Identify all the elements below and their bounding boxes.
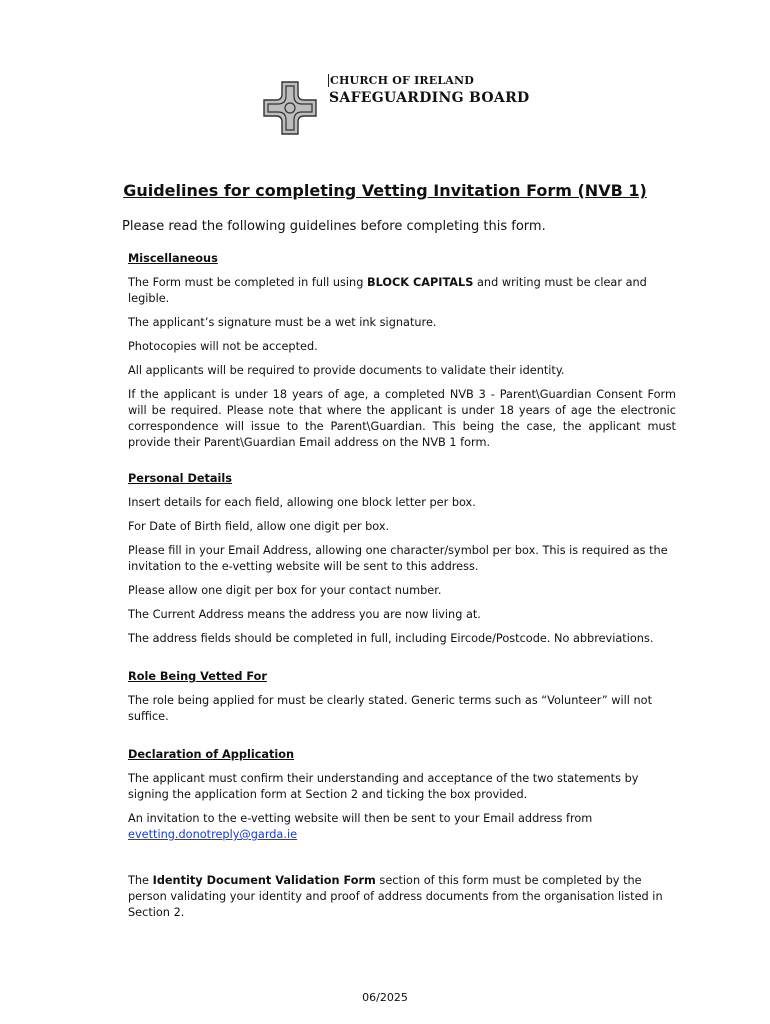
logo-text-church: CHURCH OF IRELAND (330, 74, 475, 87)
personal-current-address: The Current Address means the address you are now living at. (128, 608, 481, 621)
heading-personal-details: Personal Details (128, 472, 232, 485)
heading-miscellaneous: Miscellaneous (128, 252, 218, 265)
footer-date: 06/2025 (362, 991, 408, 1004)
misc-block-capitals (128, 275, 676, 307)
misc-documents: All applicants will be required to provide documents to validate their identity. (128, 364, 565, 377)
identity-before: The (128, 874, 153, 887)
celtic-cross-icon (262, 80, 318, 136)
intro-text: Please read the following guidelines before completing this form. (122, 219, 546, 234)
identity-validation-text (128, 873, 676, 921)
heading-declaration: Declaration of Application (128, 748, 295, 761)
email-link[interactable]: evetting.donotreply@garda.ie (128, 828, 298, 841)
misc-under-18: If the applicant is under 18 years of age, a completed NVB 3 - Parent\Guardian Consent Form will be required. Please note that where the applicant is under 18 years of age the electronic correspondence will issue to the Parent\Guardian. This being the case, the applicant must provide their Parent\Guardian Email address on the NVB 1 form. (128, 388, 676, 449)
role-text: The role being applied for must be clearly stated. Generic terms such as “Volunteer” will not suffice. (128, 694, 653, 723)
personal-dob: For Date of Birth field, allow one digit per box. (128, 520, 390, 533)
misc-photocopies: Photocopies will not be accepted. (128, 340, 318, 353)
page-title: Guidelines for completing Vetting Invitation Form (NVB 1) (123, 181, 647, 200)
declaration-confirm: The applicant must confirm their understanding and acceptance of the two statements by signing the application form at Section 2 and ticking the box provided. (128, 772, 639, 801)
logo-text-board: SAFEGUARDING BOARD (329, 90, 530, 106)
heading-role: Role Being Vetted For (128, 670, 267, 683)
misc-p1-after: and writing must be clear and legible. (128, 276, 647, 305)
declaration-invitation (128, 811, 676, 843)
guidelines-body (128, 251, 676, 921)
identity-bold: Identity Document Validation Form (152, 874, 376, 887)
personal-block-letter: Insert details for each field, allowing one block letter per box. (128, 496, 476, 509)
personal-address-fields: The address fields should be completed in full, including Eircode/Postcode. No abbreviations. (128, 632, 654, 645)
misc-signature: The applicant’s signature must be a wet ink signature. (128, 316, 437, 329)
identity-after: section of this form must be completed by the person validating your identity and proof of address documents from the organisation listed in Section 2. (128, 874, 663, 919)
personal-contact-number: Please allow one digit per box for your contact number. (128, 584, 442, 597)
declaration-invitation-text: An invitation to the e-vetting website will then be sent to your Email address from (128, 812, 593, 825)
personal-email: Please fill in your Email Address, allowing one character/symbol per box. This is required as the invitation to the e-vetting website will be sent to this address. (128, 544, 668, 573)
misc-p1-bold: BLOCK CAPITALS (366, 276, 474, 289)
logo (262, 74, 562, 134)
misc-p1-before: The Form must be completed in full using (128, 276, 367, 289)
